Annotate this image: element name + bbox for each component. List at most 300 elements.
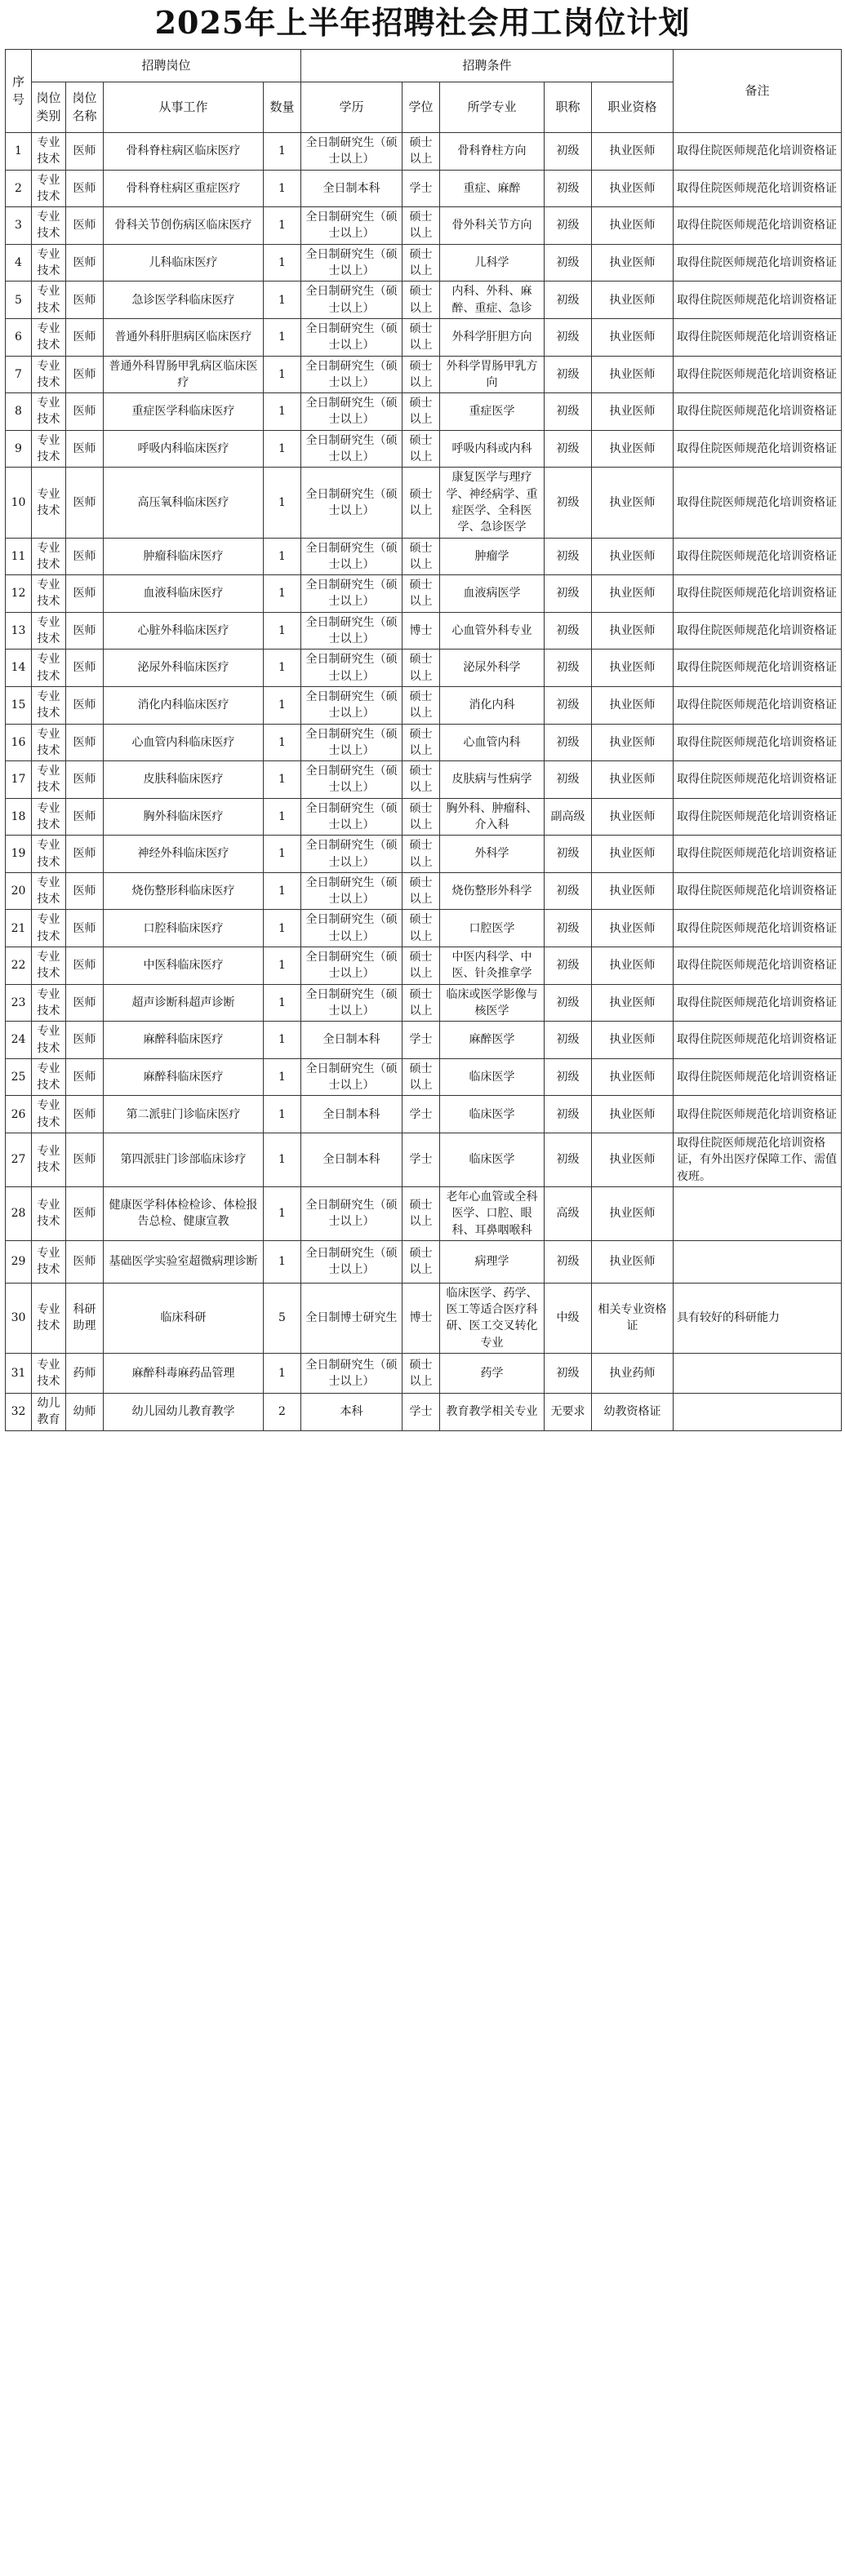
row-no-cell: 11 [6, 538, 32, 575]
post-name-cell: 医师 [66, 947, 104, 985]
table-row [6, 798, 842, 836]
post-name-cell: 医师 [66, 984, 104, 1022]
major-cell: 临床医学 [440, 1133, 545, 1187]
note-cell [674, 1394, 842, 1431]
post-type-cell: 专业技术 [32, 836, 66, 873]
note-cell: 具有较好的科研能力 [674, 1283, 842, 1353]
table-row [6, 947, 842, 985]
education-cell: 全日制研究生（硕士以上） [301, 984, 402, 1022]
title-cell: 初级 [545, 1058, 592, 1096]
major-cell: 临床医学 [440, 1096, 545, 1133]
title-cell: 初级 [545, 538, 592, 575]
work-cell: 基础医学实验室超微病理诊断 [104, 1240, 264, 1283]
qualification-cell: 执业医师 [592, 133, 674, 171]
table-row [6, 170, 842, 207]
post-name-cell: 医师 [66, 1186, 104, 1240]
table-row [6, 538, 842, 575]
degree-cell: 硕士以上 [402, 872, 440, 910]
table-row [6, 318, 842, 356]
title-cell: 初级 [545, 468, 592, 538]
qualification-cell: 执业医师 [592, 836, 674, 873]
count-cell: 1 [264, 538, 301, 575]
document-title: 2025年上半年招聘社会用工岗位计划 [154, 4, 691, 41]
table-row [6, 612, 842, 650]
qualification-cell: 执业医师 [592, 872, 674, 910]
title-cell: 初级 [545, 170, 592, 207]
post-type-cell: 专业技术 [32, 538, 66, 575]
major-cell: 麻醉医学 [440, 1022, 545, 1059]
row-no-cell: 16 [6, 724, 32, 761]
note-cell [674, 1240, 842, 1283]
qualification-cell: 执业医师 [592, 468, 674, 538]
qualification-cell: 执业药师 [592, 1354, 674, 1394]
row-no-cell: 32 [6, 1394, 32, 1431]
table-body [6, 133, 842, 1431]
qualification-cell: 执业医师 [592, 798, 674, 836]
degree-cell: 硕士以上 [402, 798, 440, 836]
post-type-cell: 专业技术 [32, 1022, 66, 1059]
major-cell: 教育教学相关专业 [440, 1394, 545, 1431]
major-cell: 临床或医学影像与核医学 [440, 984, 545, 1022]
header-group-conditions: 招聘条件 [301, 50, 674, 82]
row-no-cell: 9 [6, 430, 32, 468]
work-cell: 血液科临床医疗 [104, 575, 264, 613]
note-cell: 取得住院医师规范化培训资格证 [674, 836, 842, 873]
row-no-cell: 26 [6, 1096, 32, 1133]
table-row [6, 836, 842, 873]
qualification-cell: 执业医师 [592, 356, 674, 393]
major-cell: 烧伤整形外科学 [440, 872, 545, 910]
qualification-cell: 执业医师 [592, 1022, 674, 1059]
education-cell: 全日制研究生（硕士以上） [301, 282, 402, 319]
work-cell: 中医科临床医疗 [104, 947, 264, 985]
major-cell: 心血管外科专业 [440, 612, 545, 650]
table-row [6, 872, 842, 910]
note-cell: 取得住院医师规范化培训资格证 [674, 282, 842, 319]
post-type-cell: 专业技术 [32, 207, 66, 245]
major-cell: 重症、麻醉 [440, 170, 545, 207]
count-cell: 5 [264, 1283, 301, 1353]
title-cell: 初级 [545, 1133, 592, 1187]
qualification-cell: 执业医师 [592, 207, 674, 245]
count-cell: 1 [264, 1354, 301, 1394]
education-cell: 全日制研究生（硕士以上） [301, 1186, 402, 1240]
qualification-cell: 执业医师 [592, 947, 674, 985]
table-row [6, 686, 842, 724]
degree-cell: 硕士以上 [402, 1354, 440, 1394]
work-cell: 麻醉科毒麻药品管理 [104, 1354, 264, 1394]
post-name-cell: 医师 [66, 1058, 104, 1096]
row-no-cell: 5 [6, 282, 32, 319]
table-row [6, 356, 842, 393]
note-cell: 取得住院医师规范化培训资格证 [674, 468, 842, 538]
post-name-cell: 医师 [66, 836, 104, 873]
degree-cell: 博士 [402, 1283, 440, 1353]
post-name-cell: 医师 [66, 282, 104, 319]
note-cell: 取得住院医师规范化培训资格证 [674, 430, 842, 468]
title-cell: 中级 [545, 1283, 592, 1353]
title-cell: 初级 [545, 686, 592, 724]
education-cell: 全日制研究生（硕士以上） [301, 650, 402, 687]
table-row [6, 910, 842, 947]
degree-cell: 学士 [402, 1394, 440, 1431]
header-note: 备注 [674, 50, 842, 133]
education-cell: 全日制研究生（硕士以上） [301, 207, 402, 245]
major-cell: 肿瘤学 [440, 538, 545, 575]
table-row [6, 1096, 842, 1133]
education-cell: 全日制研究生（硕士以上） [301, 356, 402, 393]
degree-cell: 硕士以上 [402, 761, 440, 799]
note-cell: 取得住院医师规范化培训资格证 [674, 170, 842, 207]
education-cell: 全日制研究生（硕士以上） [301, 686, 402, 724]
work-cell: 重症医学科临床医疗 [104, 393, 264, 431]
degree-cell: 硕士以上 [402, 836, 440, 873]
major-cell: 病理学 [440, 1240, 545, 1283]
post-type-cell: 专业技术 [32, 724, 66, 761]
post-name-cell: 医师 [66, 761, 104, 799]
degree-cell: 硕士以上 [402, 947, 440, 985]
education-cell: 全日制研究生（硕士以上） [301, 430, 402, 468]
table-row [6, 1133, 842, 1187]
table-row [6, 761, 842, 799]
degree-cell: 硕士以上 [402, 650, 440, 687]
qualification-cell: 执业医师 [592, 1058, 674, 1096]
education-cell: 全日制研究生（硕士以上） [301, 724, 402, 761]
title-cell: 副高级 [545, 798, 592, 836]
education-cell: 全日制研究生（硕士以上） [301, 1240, 402, 1283]
title-cell: 初级 [545, 393, 592, 431]
major-cell: 呼吸内科或内科 [440, 430, 545, 468]
qualification-cell: 执业医师 [592, 984, 674, 1022]
row-no-cell: 13 [6, 612, 32, 650]
post-type-cell: 专业技术 [32, 282, 66, 319]
count-cell: 1 [264, 430, 301, 468]
title-cell: 初级 [545, 836, 592, 873]
count-cell: 1 [264, 1186, 301, 1240]
degree-cell: 硕士以上 [402, 282, 440, 319]
count-cell: 1 [264, 244, 301, 282]
qualification-cell: 执业医师 [592, 244, 674, 282]
table-row [6, 1283, 842, 1353]
row-no-cell: 24 [6, 1022, 32, 1059]
degree-cell: 学士 [402, 1096, 440, 1133]
header-degree: 学位 [402, 82, 440, 133]
header-post-type: 岗位类别 [32, 82, 66, 133]
degree-cell: 硕士以上 [402, 910, 440, 947]
table-row [6, 244, 842, 282]
education-cell: 全日制本科 [301, 170, 402, 207]
count-cell: 1 [264, 1133, 301, 1187]
degree-cell: 硕士以上 [402, 575, 440, 613]
major-cell: 外科学 [440, 836, 545, 873]
work-cell: 高压氧科临床医疗 [104, 468, 264, 538]
degree-cell: 硕士以上 [402, 207, 440, 245]
count-cell: 1 [264, 207, 301, 245]
education-cell: 本科 [301, 1394, 402, 1431]
major-cell: 康复医学与理疗学、神经病学、重症医学、全科医学、急诊医学 [440, 468, 545, 538]
qualification-cell: 执业医师 [592, 1133, 674, 1187]
header-title: 职称 [545, 82, 592, 133]
education-cell: 全日制研究生（硕士以上） [301, 910, 402, 947]
work-cell: 皮肤科临床医疗 [104, 761, 264, 799]
work-cell: 胸外科临床医疗 [104, 798, 264, 836]
work-cell: 健康医学科体检检诊、体检报告总检、健康宣教 [104, 1186, 264, 1240]
row-no-cell: 10 [6, 468, 32, 538]
degree-cell: 硕士以上 [402, 1186, 440, 1240]
row-no-cell: 27 [6, 1133, 32, 1187]
row-no-cell: 15 [6, 686, 32, 724]
qualification-cell: 执业医师 [592, 612, 674, 650]
major-cell: 皮肤病与性病学 [440, 761, 545, 799]
degree-cell: 硕士以上 [402, 686, 440, 724]
count-cell: 1 [264, 170, 301, 207]
degree-cell: 学士 [402, 1133, 440, 1187]
education-cell: 全日制本科 [301, 1096, 402, 1133]
post-name-cell: 医师 [66, 356, 104, 393]
post-name-cell: 医师 [66, 468, 104, 538]
post-name-cell: 医师 [66, 612, 104, 650]
header-work: 从事工作 [104, 82, 264, 133]
education-cell: 全日制研究生（硕士以上） [301, 1058, 402, 1096]
degree-cell: 硕士以上 [402, 318, 440, 356]
post-name-cell: 医师 [66, 798, 104, 836]
degree-cell: 硕士以上 [402, 468, 440, 538]
note-cell: 取得住院医师规范化培训资格证 [674, 761, 842, 799]
table-header [6, 50, 842, 133]
title-cell: 初级 [545, 282, 592, 319]
count-cell: 1 [264, 612, 301, 650]
post-name-cell: 幼师 [66, 1394, 104, 1431]
count-cell: 1 [264, 872, 301, 910]
note-cell: 取得住院医师规范化培训资格证 [674, 1022, 842, 1059]
qualification-cell: 执业医师 [592, 724, 674, 761]
major-cell: 心血管内科 [440, 724, 545, 761]
table-row [6, 1022, 842, 1059]
post-type-cell: 专业技术 [32, 1240, 66, 1283]
post-type-cell: 专业技术 [32, 984, 66, 1022]
note-cell: 取得住院医师规范化培训资格证 [674, 393, 842, 431]
note-cell: 取得住院医师规范化培训资格证 [674, 910, 842, 947]
table-row [6, 1240, 842, 1283]
major-cell: 儿科学 [440, 244, 545, 282]
degree-cell: 硕士以上 [402, 393, 440, 431]
work-cell: 心血管内科临床医疗 [104, 724, 264, 761]
row-no-cell: 20 [6, 872, 32, 910]
header-post-name: 岗位名称 [66, 82, 104, 133]
work-cell: 普通外科肝胆病区临床医疗 [104, 318, 264, 356]
post-type-cell: 专业技术 [32, 468, 66, 538]
post-type-cell: 专业技术 [32, 318, 66, 356]
work-cell: 心脏外科临床医疗 [104, 612, 264, 650]
row-no-cell: 19 [6, 836, 32, 873]
table-row [6, 133, 842, 171]
education-cell: 全日制本科 [301, 1133, 402, 1187]
education-cell: 全日制研究生（硕士以上） [301, 318, 402, 356]
count-cell: 1 [264, 984, 301, 1022]
title-cell: 初级 [545, 761, 592, 799]
row-no-cell: 17 [6, 761, 32, 799]
count-cell: 1 [264, 1096, 301, 1133]
qualification-cell: 执业医师 [592, 761, 674, 799]
post-type-cell: 专业技术 [32, 1354, 66, 1394]
work-cell: 儿科临床医疗 [104, 244, 264, 282]
education-cell: 全日制研究生（硕士以上） [301, 947, 402, 985]
post-type-cell: 专业技术 [32, 910, 66, 947]
major-cell: 临床医学 [440, 1058, 545, 1096]
work-cell: 骨科关节创伤病区临床医疗 [104, 207, 264, 245]
qualification-cell: 执业医师 [592, 686, 674, 724]
row-no-cell: 29 [6, 1240, 32, 1283]
post-type-cell: 专业技术 [32, 244, 66, 282]
title-cell: 初级 [545, 650, 592, 687]
post-name-cell: 医师 [66, 686, 104, 724]
education-cell: 全日制博士研究生 [301, 1283, 402, 1353]
post-name-cell: 药师 [66, 1354, 104, 1394]
count-cell: 1 [264, 836, 301, 873]
note-cell: 取得住院医师规范化培训资格证 [674, 1058, 842, 1096]
table-row [6, 393, 842, 431]
qualification-cell: 执业医师 [592, 282, 674, 319]
note-cell [674, 1354, 842, 1394]
work-cell: 普通外科胃肠甲乳病区临床医疗 [104, 356, 264, 393]
post-type-cell: 专业技术 [32, 170, 66, 207]
work-cell: 幼儿园幼儿教育教学 [104, 1394, 264, 1431]
work-cell: 骨科脊柱病区临床医疗 [104, 133, 264, 171]
post-name-cell: 科研助理 [66, 1283, 104, 1353]
note-cell: 取得住院医师规范化培训资格证 [674, 575, 842, 613]
table-row [6, 1394, 842, 1431]
table-row [6, 1058, 842, 1096]
row-no-cell: 31 [6, 1354, 32, 1394]
major-cell: 重症医学 [440, 393, 545, 431]
header-qualification: 职业资格 [592, 82, 674, 133]
count-cell: 1 [264, 575, 301, 613]
row-no-cell: 25 [6, 1058, 32, 1096]
title-cell: 初级 [545, 356, 592, 393]
degree-cell: 硕士以上 [402, 356, 440, 393]
note-cell: 取得住院医师规范化培训资格证，有外出医疗保障工作、需值夜班。 [674, 1133, 842, 1187]
post-name-cell: 医师 [66, 207, 104, 245]
qualification-cell: 执业医师 [592, 393, 674, 431]
qualification-cell: 执业医师 [592, 575, 674, 613]
qualification-cell: 执业医师 [592, 910, 674, 947]
work-cell: 泌尿外科临床医疗 [104, 650, 264, 687]
note-cell: 取得住院医师规范化培训资格证 [674, 356, 842, 393]
header-education: 学历 [301, 82, 402, 133]
table-row [6, 1354, 842, 1394]
education-cell: 全日制研究生（硕士以上） [301, 872, 402, 910]
education-cell: 全日制研究生（硕士以上） [301, 761, 402, 799]
education-cell: 全日制研究生（硕士以上） [301, 575, 402, 613]
work-cell: 麻醉科临床医疗 [104, 1058, 264, 1096]
row-no-cell: 3 [6, 207, 32, 245]
major-cell: 胸外科、肿瘤科、介入科 [440, 798, 545, 836]
header-major: 所学专业 [440, 82, 545, 133]
education-cell: 全日制研究生（硕士以上） [301, 133, 402, 171]
title-cell: 初级 [545, 430, 592, 468]
count-cell: 1 [264, 133, 301, 171]
post-type-cell: 专业技术 [32, 1096, 66, 1133]
title-cell: 初级 [545, 910, 592, 947]
post-name-cell: 医师 [66, 393, 104, 431]
post-name-cell: 医师 [66, 575, 104, 613]
title-cell: 初级 [545, 1022, 592, 1059]
title-cell: 高级 [545, 1186, 592, 1240]
table-row [6, 430, 842, 468]
degree-cell: 硕士以上 [402, 1058, 440, 1096]
post-type-cell: 专业技术 [32, 798, 66, 836]
post-type-cell: 专业技术 [32, 1283, 66, 1353]
degree-cell: 硕士以上 [402, 244, 440, 282]
post-type-cell: 专业技术 [32, 650, 66, 687]
note-cell: 取得住院医师规范化培训资格证 [674, 947, 842, 985]
count-cell: 1 [264, 947, 301, 985]
work-cell: 肿瘤科临床医疗 [104, 538, 264, 575]
row-no-cell: 7 [6, 356, 32, 393]
major-cell: 血液病医学 [440, 575, 545, 613]
count-cell: 1 [264, 1022, 301, 1059]
major-cell: 消化内科 [440, 686, 545, 724]
degree-cell: 硕士以上 [402, 538, 440, 575]
title-cell: 初级 [545, 575, 592, 613]
table-row [6, 1186, 842, 1240]
post-type-cell: 专业技术 [32, 575, 66, 613]
education-cell: 全日制研究生（硕士以上） [301, 468, 402, 538]
note-cell [674, 1186, 842, 1240]
note-cell: 取得住院医师规范化培训资格证 [674, 872, 842, 910]
major-cell: 骨外科关节方向 [440, 207, 545, 245]
degree-cell: 硕士以上 [402, 984, 440, 1022]
qualification-cell: 执业医师 [592, 1096, 674, 1133]
note-cell: 取得住院医师规范化培训资格证 [674, 207, 842, 245]
table-row [6, 468, 842, 538]
education-cell: 全日制研究生（硕士以上） [301, 244, 402, 282]
qualification-cell: 执业医师 [592, 318, 674, 356]
education-cell: 全日制本科 [301, 1022, 402, 1059]
count-cell: 1 [264, 393, 301, 431]
degree-cell: 学士 [402, 1022, 440, 1059]
row-no-cell: 23 [6, 984, 32, 1022]
row-no-cell: 18 [6, 798, 32, 836]
count-cell: 1 [264, 1058, 301, 1096]
title-cell: 初级 [545, 947, 592, 985]
major-cell: 老年心血管或全科医学、口腔、眼科、耳鼻咽喉科 [440, 1186, 545, 1240]
post-type-cell: 专业技术 [32, 872, 66, 910]
note-cell: 取得住院医师规范化培训资格证 [674, 612, 842, 650]
work-cell: 第四派驻门诊部临床诊疗 [104, 1133, 264, 1187]
education-cell: 全日制研究生（硕士以上） [301, 836, 402, 873]
degree-cell: 硕士以上 [402, 133, 440, 171]
work-cell: 烧伤整形科临床医疗 [104, 872, 264, 910]
degree-cell: 硕士以上 [402, 1240, 440, 1283]
title-cell: 初级 [545, 1240, 592, 1283]
post-name-cell: 医师 [66, 1133, 104, 1187]
qualification-cell: 执业医师 [592, 538, 674, 575]
post-name-cell: 医师 [66, 538, 104, 575]
count-cell: 1 [264, 761, 301, 799]
title-cell: 无要求 [545, 1394, 592, 1431]
row-no-cell: 8 [6, 393, 32, 431]
title-cell: 初级 [545, 612, 592, 650]
table-row [6, 207, 842, 245]
degree-cell: 学士 [402, 170, 440, 207]
post-type-cell: 专业技术 [32, 612, 66, 650]
title-cell: 初级 [545, 984, 592, 1022]
major-cell: 口腔医学 [440, 910, 545, 947]
education-cell: 全日制研究生（硕士以上） [301, 538, 402, 575]
education-cell: 全日制研究生（硕士以上） [301, 1354, 402, 1394]
title-cell: 初级 [545, 133, 592, 171]
